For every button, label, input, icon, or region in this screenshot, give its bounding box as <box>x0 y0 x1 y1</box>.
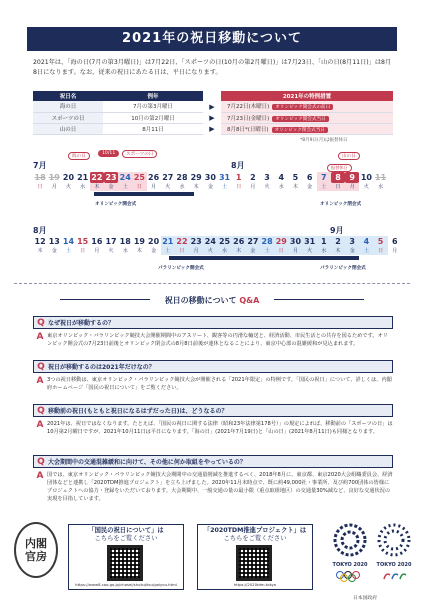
table-gap <box>203 91 221 101</box>
calendar-day <box>217 236 231 255</box>
answer <box>33 420 393 436</box>
calendar-day <box>61 236 75 255</box>
day-number: 31 <box>304 237 316 246</box>
calendar-day <box>147 236 161 255</box>
calendar-day <box>217 172 231 191</box>
day-weekday: 金 <box>108 184 114 190</box>
q-icon: Q <box>37 405 45 416</box>
calendar-day <box>246 172 260 191</box>
day-weekday: 火 <box>264 184 270 190</box>
tokyo2020-olympic-emblem-icon <box>330 520 370 560</box>
calendar-day <box>359 172 373 191</box>
day-weekday: 月 <box>349 184 355 190</box>
header-special: 2021年の特例措置 <box>221 91 393 101</box>
calendar-day <box>33 236 47 255</box>
day-weekday: 木 <box>292 184 298 190</box>
page-title: 2021年の祝日移動について <box>27 27 397 51</box>
day-number: 10 <box>360 173 372 182</box>
row-usual: 7月の第3月曜日 <box>103 101 203 112</box>
calendar-day <box>47 236 61 255</box>
day-number: 4 <box>278 173 285 182</box>
question-text: 祝日が移動するのは2021年だけなの？ <box>48 364 155 371</box>
row-name: 山の日 <box>33 123 103 134</box>
day-number: 27 <box>162 173 174 182</box>
tokyo2020-paralympic-emblem-icon <box>374 520 414 560</box>
day-number: 25 <box>218 237 231 246</box>
day-number: 20 <box>62 173 75 182</box>
qa-item <box>33 404 393 436</box>
qr-url[interactable]: https://www8.cao.go.jp/chosei/shukujitsu/gaiyou.html <box>75 582 177 587</box>
day-number: 6 <box>306 173 313 182</box>
calendar-day <box>317 236 331 255</box>
day-weekday: 水 <box>179 184 185 190</box>
special-date: 8月8日*(日曜日) <box>227 126 269 133</box>
day-number: 7 <box>321 173 327 182</box>
calendar-day <box>33 172 47 191</box>
day-number: 26 <box>148 173 160 182</box>
a-icon: A <box>36 471 44 481</box>
qa-item <box>33 316 393 348</box>
a-icon: A <box>36 376 44 386</box>
callout-sports-new: 10/11 <box>98 150 119 157</box>
calendar-day <box>147 172 161 191</box>
day-number: 28 <box>176 173 188 182</box>
callout-sports: スポーツの日 <box>122 150 157 158</box>
day-weekday: 月 <box>51 184 57 190</box>
day-number: 16 <box>91 237 103 246</box>
olympic-period-bar <box>94 192 194 196</box>
intro-text: 2021年は、「海の日(7月の第3月曜日)」は7月22日、「スポーツの日(10月の第2月曜日)」は7月23日、「山の日(8月11日)」は8月8日になります。なお、従来の祝日にあたる日は、平日になります。 <box>33 59 392 76</box>
day-weekday: 金 <box>151 248 157 254</box>
calendar-day <box>161 236 175 255</box>
q-icon: Q <box>37 361 45 372</box>
day-number: 21 <box>162 237 174 246</box>
day-weekday: 火 <box>363 184 369 190</box>
day-number: 5 <box>292 173 299 182</box>
day-number: 3 <box>264 173 270 182</box>
row-special <box>221 112 393 123</box>
day-number: 21 <box>77 173 89 182</box>
row-name: 海の日 <box>33 101 103 112</box>
table-note: *8月9日(月)は振替休日 <box>300 138 348 143</box>
calendar-day <box>189 172 203 191</box>
holiday-table <box>33 91 393 135</box>
day-number: 19 <box>133 237 145 246</box>
day-number: 4 <box>363 237 370 246</box>
day-weekday: 土 <box>363 248 369 254</box>
calendar-day <box>288 172 302 191</box>
day-weekday: 金 <box>307 184 313 190</box>
day-weekday: 土 <box>222 184 228 190</box>
table-row <box>33 101 393 112</box>
day-weekday: 木 <box>236 248 242 254</box>
day-number: 28 <box>261 237 273 246</box>
a-icon: A <box>36 332 44 342</box>
day-weekday: 土 <box>122 184 128 190</box>
q-icon: Q <box>37 317 45 328</box>
answer-text: 東京オリンピック・パラリンピック競技大会開催期間中のアスリート、観客等の円滑な輸送と、経済活動、市民生活との共存を図るためです。オリンピック開会式の7月23日前後とオリンピック閉会式の8月8日前後が連休となることにより、東京中心部の混雑緩和が見込まれます。 <box>47 333 388 347</box>
calendar-day <box>61 172 75 191</box>
day-number: 9 <box>345 172 359 183</box>
divider <box>14 283 410 284</box>
calendar-day <box>374 236 388 255</box>
day-weekday: 水 <box>122 248 128 254</box>
day-number: 29 <box>275 237 287 246</box>
calendar-day <box>76 236 90 255</box>
arrow-right-icon: ▶ <box>209 124 215 133</box>
q-icon: Q <box>37 456 45 467</box>
calendar-day <box>317 172 331 191</box>
day-weekday: 火 <box>307 248 313 254</box>
day-number: 3 <box>349 237 355 246</box>
answer <box>33 471 393 503</box>
question-box <box>33 455 393 468</box>
special-date: 7月22日(木曜日) <box>227 104 270 111</box>
calendar-day <box>104 172 118 191</box>
day-weekday: 月 <box>250 184 256 190</box>
table-row <box>33 112 393 123</box>
qr-card-title: 「2020TDM推進プロジェクト」は <box>203 527 307 534</box>
day-number: 22 <box>176 237 188 246</box>
day-weekday: 日 <box>278 248 284 254</box>
day-number: 17 <box>105 237 117 246</box>
qa-title-text: 祝日の移動について <box>164 296 237 305</box>
day-weekday: 木 <box>94 184 100 190</box>
calendar-day <box>189 236 203 255</box>
day-number: 14 <box>62 237 75 246</box>
question-text: 大会期間中の交通混雑緩和に向けて、その他に何か取組をやっているの？ <box>48 459 246 466</box>
day-number: 22 <box>91 173 103 182</box>
question-box <box>33 404 393 417</box>
calendar-day <box>90 236 104 255</box>
olympic-rings-icon <box>334 570 368 582</box>
calendar-day <box>288 236 302 255</box>
calendar-day <box>345 236 359 255</box>
answer-text: 国では、東京オリンピック・パラリンピック競技大会期間中の交通量削減を推進するべく、2018年8月に、東京都、東京2020大会組織委員会、経済団体などと連携し「2020TDM推進プロジェクト」を立ち上げました。2020年11月末時点で、既に約49,000社・事業所、及び約700団体の皆様にプロジェクトへの協力・登録をいただいております。大会期間中、一般交通の量の最小限（重点取組地区）の交通量30%減など、良好な交通状況の実現を目指しています。 <box>47 472 393 502</box>
header-holiday-name: 祝日名 <box>33 91 103 101</box>
qr-card-holidays[interactable] <box>68 524 184 590</box>
day-number: 11 <box>375 173 387 182</box>
calendar-day <box>118 172 132 191</box>
qr-card-subtitle: こちらをご覧ください <box>223 535 287 542</box>
day-weekday: 日 <box>80 248 86 254</box>
day-weekday: 月 <box>193 248 199 254</box>
day-weekday: 水 <box>222 248 228 254</box>
para-open-label: パラリンピック開会式 <box>158 266 204 271</box>
day-number: 23 <box>190 237 202 246</box>
day-weekday: 火 <box>108 248 114 254</box>
olympic-close-label: オリンピック閉会式 <box>320 202 362 207</box>
calendar-day <box>118 236 132 255</box>
day-weekday: 水 <box>278 184 284 190</box>
calendar-day <box>374 172 388 191</box>
day-weekday: 水 <box>80 184 86 190</box>
month-label-july: 7月 <box>33 161 47 170</box>
status-badge: オリンピック開会式当日 <box>272 116 328 122</box>
day-weekday: 日 <box>136 184 142 190</box>
day-number: 18 <box>119 237 131 246</box>
month-label-september: 9月 <box>330 226 344 235</box>
day-weekday: 月 <box>94 248 100 254</box>
row-name: スポーツの日 <box>33 112 103 123</box>
calendar-day <box>175 172 189 191</box>
day-number: 15 <box>77 237 89 246</box>
calendar-day <box>388 236 402 255</box>
calendar-day <box>274 236 288 255</box>
calendar-day <box>203 172 217 191</box>
calendar-day <box>47 172 61 191</box>
qr-card-tdm[interactable] <box>197 524 313 590</box>
day-weekday: 日 <box>236 184 242 190</box>
table-row <box>33 123 393 134</box>
day-weekday: 日 <box>179 248 185 254</box>
header-usual: 例年 <box>103 91 203 101</box>
calendar-day <box>104 236 118 255</box>
paralympic-agitos-icon <box>380 570 408 582</box>
day-number: 12 <box>34 237 46 246</box>
day-weekday: 土 <box>65 248 71 254</box>
calendar-day <box>132 236 146 255</box>
qr-code-icon[interactable] <box>107 545 143 581</box>
calendar-day <box>260 172 274 191</box>
day-number: 23 <box>105 173 117 182</box>
seal-line-1: 内閣 <box>25 537 47 550</box>
table-header-row <box>33 91 393 101</box>
arrow-right-icon: ▶ <box>209 102 215 111</box>
day-number: 29 <box>190 173 202 182</box>
day-number: 5 <box>377 237 384 246</box>
question-box <box>33 360 393 373</box>
day-weekday: 日 <box>378 248 384 254</box>
government-label: 日本国政府 <box>353 596 377 601</box>
paralympic-period-bar <box>169 256 359 260</box>
qr-code-icon[interactable] <box>236 545 272 581</box>
day-weekday: 木 <box>193 184 199 190</box>
day-number: 2 <box>250 173 256 182</box>
day-weekday: 日 <box>335 184 341 190</box>
calendar-day <box>132 172 146 191</box>
answer <box>33 376 393 392</box>
day-weekday: 月 <box>392 248 398 254</box>
day-number: 1 <box>321 237 327 246</box>
callout-furikae: 振替休日 <box>327 164 352 172</box>
row-usual: 8月11日 <box>103 123 203 134</box>
day-number: 6 <box>391 237 398 246</box>
qa-title-highlight: Q&A <box>239 296 260 305</box>
question-box <box>33 316 393 329</box>
day-weekday: 土 <box>165 248 171 254</box>
emblem-text-paralympic: TOKYO 2020 <box>376 562 412 568</box>
question-text: なぜ祝日が移動するの？ <box>48 320 115 327</box>
a-icon: A <box>36 420 44 430</box>
day-number: 30 <box>289 237 302 246</box>
calendar-day <box>90 172 104 191</box>
day-weekday: 土 <box>264 248 270 254</box>
answer-text: 2021年は、祝日ではなくなります。たとえば、「国民の祝日に関する法律（昭和23年法律第178号）」の規定によれば、移動前の「スポーツの日」は10月第2月曜日ですが、2021年10月11日は平日になります。「海の日」(2021年7月19日)と「山の日」(2021年8月11日)も同様となります。 <box>47 421 393 435</box>
calendar-day <box>303 172 317 191</box>
cabinet-secretariat-seal <box>14 522 58 578</box>
status-badge: オリンピック開会式の前日 <box>272 104 333 110</box>
calendar-day <box>359 236 373 255</box>
day-weekday: 月 <box>151 184 157 190</box>
day-number: 8 <box>331 172 345 183</box>
calendar-day <box>76 172 90 191</box>
calendar-day <box>303 236 317 255</box>
qr-url[interactable]: https://2020tdm.tokyo <box>233 582 277 587</box>
day-number: 2 <box>335 237 341 246</box>
day-number: 31 <box>218 173 231 182</box>
olympic-open-label: オリンピック開会式 <box>95 202 137 207</box>
day-weekday: 木 <box>335 248 341 254</box>
calendar-day <box>331 236 345 255</box>
answer <box>33 332 393 348</box>
day-number: 19 <box>48 173 60 182</box>
month-label-august-2: 8月 <box>33 226 47 235</box>
qa-item <box>33 455 393 503</box>
arrow-right-icon: ▶ <box>209 113 215 122</box>
qr-card-title: 「国民の祝日について」は <box>88 527 164 534</box>
calendar-day <box>260 236 274 255</box>
para-close-label: パラリンピック閉会式 <box>320 266 366 271</box>
calendar-day <box>232 236 246 255</box>
callout-yama: 山の日 <box>338 152 360 160</box>
day-weekday: 火 <box>65 184 71 190</box>
calendar-day <box>175 236 189 255</box>
qa-section-title <box>0 295 424 306</box>
special-date: 7月23日(金曜日) <box>227 115 270 122</box>
question-text: 移動前の祝日(もともと祝日になるはずだった日)は、どうなるの？ <box>48 408 228 415</box>
calendar-row-july-august <box>33 172 388 191</box>
day-number: 27 <box>247 237 259 246</box>
row-special <box>221 123 393 134</box>
day-number: 24 <box>119 173 131 182</box>
calendar-day <box>345 172 359 191</box>
day-weekday: 金 <box>51 248 57 254</box>
answer-text: 3つの祝日移動は、東京オリンピック・パラリンピック競技大会が開催される「2021年限定」の特例です。「国民の祝日」について、詳しくは、内閣府ホームページ「国民の祝日について」をご覧ください。 <box>47 377 392 391</box>
day-weekday: 水 <box>321 248 327 254</box>
qr-card-subtitle: こちらをご覧ください <box>94 535 158 542</box>
day-number: 24 <box>204 237 216 246</box>
calendar-day <box>203 236 217 255</box>
day-weekday: 金 <box>349 248 355 254</box>
day-weekday: 月 <box>292 248 298 254</box>
calendar-day <box>232 172 246 191</box>
calendar-day <box>274 172 288 191</box>
qa-item <box>33 360 393 392</box>
day-number: 26 <box>233 237 245 246</box>
day-weekday: 土 <box>321 184 327 190</box>
day-number: 13 <box>48 237 60 246</box>
day-weekday: 木 <box>136 248 142 254</box>
day-weekday: 日 <box>37 184 43 190</box>
calendar-day <box>246 236 260 255</box>
status-badge: オリンピック閉会式当日 <box>272 127 328 133</box>
seal-line-2: 官房 <box>25 550 47 563</box>
day-weekday: 水 <box>378 184 384 190</box>
day-weekday: 火 <box>207 248 213 254</box>
emblem-text-olympic: TOKYO 2020 <box>332 562 368 568</box>
day-weekday: 金 <box>207 184 213 190</box>
month-label-august: 8月 <box>231 161 245 170</box>
day-number: 25 <box>133 173 145 182</box>
row-special <box>221 101 393 112</box>
day-number: 30 <box>204 173 216 182</box>
calendar-day <box>161 172 175 191</box>
day-number: 20 <box>148 237 160 246</box>
callout-umi: 海の日 <box>68 152 90 160</box>
day-number: 1 <box>235 173 242 182</box>
row-usual: 10月の第2月曜日 <box>103 112 203 123</box>
calendar-row-august-september <box>33 236 402 255</box>
day-weekday: 火 <box>165 184 171 190</box>
calendar-day <box>331 172 345 191</box>
day-weekday: 木 <box>37 248 43 254</box>
day-weekday: 金 <box>250 248 256 254</box>
day-number: 18 <box>34 173 46 182</box>
